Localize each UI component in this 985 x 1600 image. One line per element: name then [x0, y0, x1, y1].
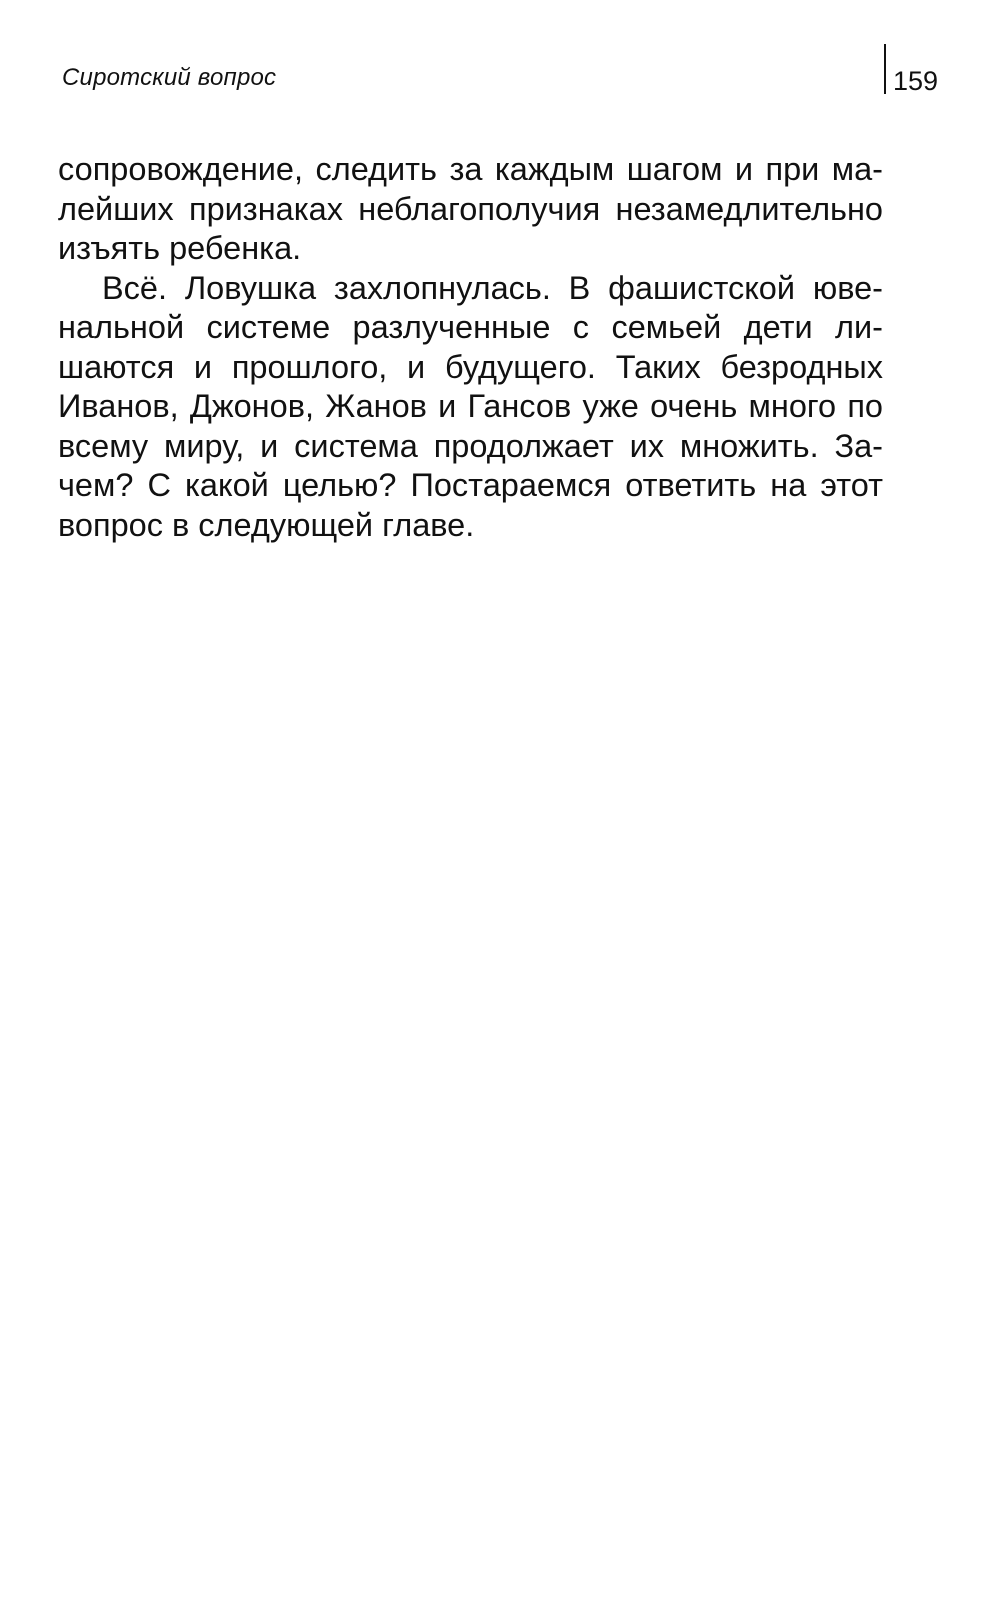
running-title: Сиротский вопрос: [62, 64, 277, 91]
text-line: Иванов, Джонов, Жанов и Гансов уже очень много по: [58, 388, 883, 424]
text-line: изъять ребенка.: [58, 230, 302, 266]
paragraph-1: [58, 150, 883, 269]
text-line: нальной системе разлученные с семьей дети ли-: [58, 309, 883, 345]
text-line: вопрос в следующей главе.: [58, 506, 475, 543]
body-text: [58, 150, 883, 545]
text-line: лейших признаках неблагополучия незамедлительно: [58, 190, 883, 227]
paragraph-2: [58, 269, 883, 546]
header-divider: [884, 44, 886, 94]
text-line: всему миру, и система продолжает их множить. За-: [58, 427, 883, 464]
text-line: Всё. Ловушка захлопнулась. В фашистской юве-: [102, 269, 883, 306]
page-number: 159: [893, 66, 939, 96]
text-line: чем? С какой целью? Постараемся ответить на этот: [58, 467, 883, 503]
text-line: шаются и прошлого, и будущего. Таких безродных: [58, 348, 883, 385]
text-line: сопровождение, следить за каждым шагом и при ма-: [58, 151, 883, 187]
